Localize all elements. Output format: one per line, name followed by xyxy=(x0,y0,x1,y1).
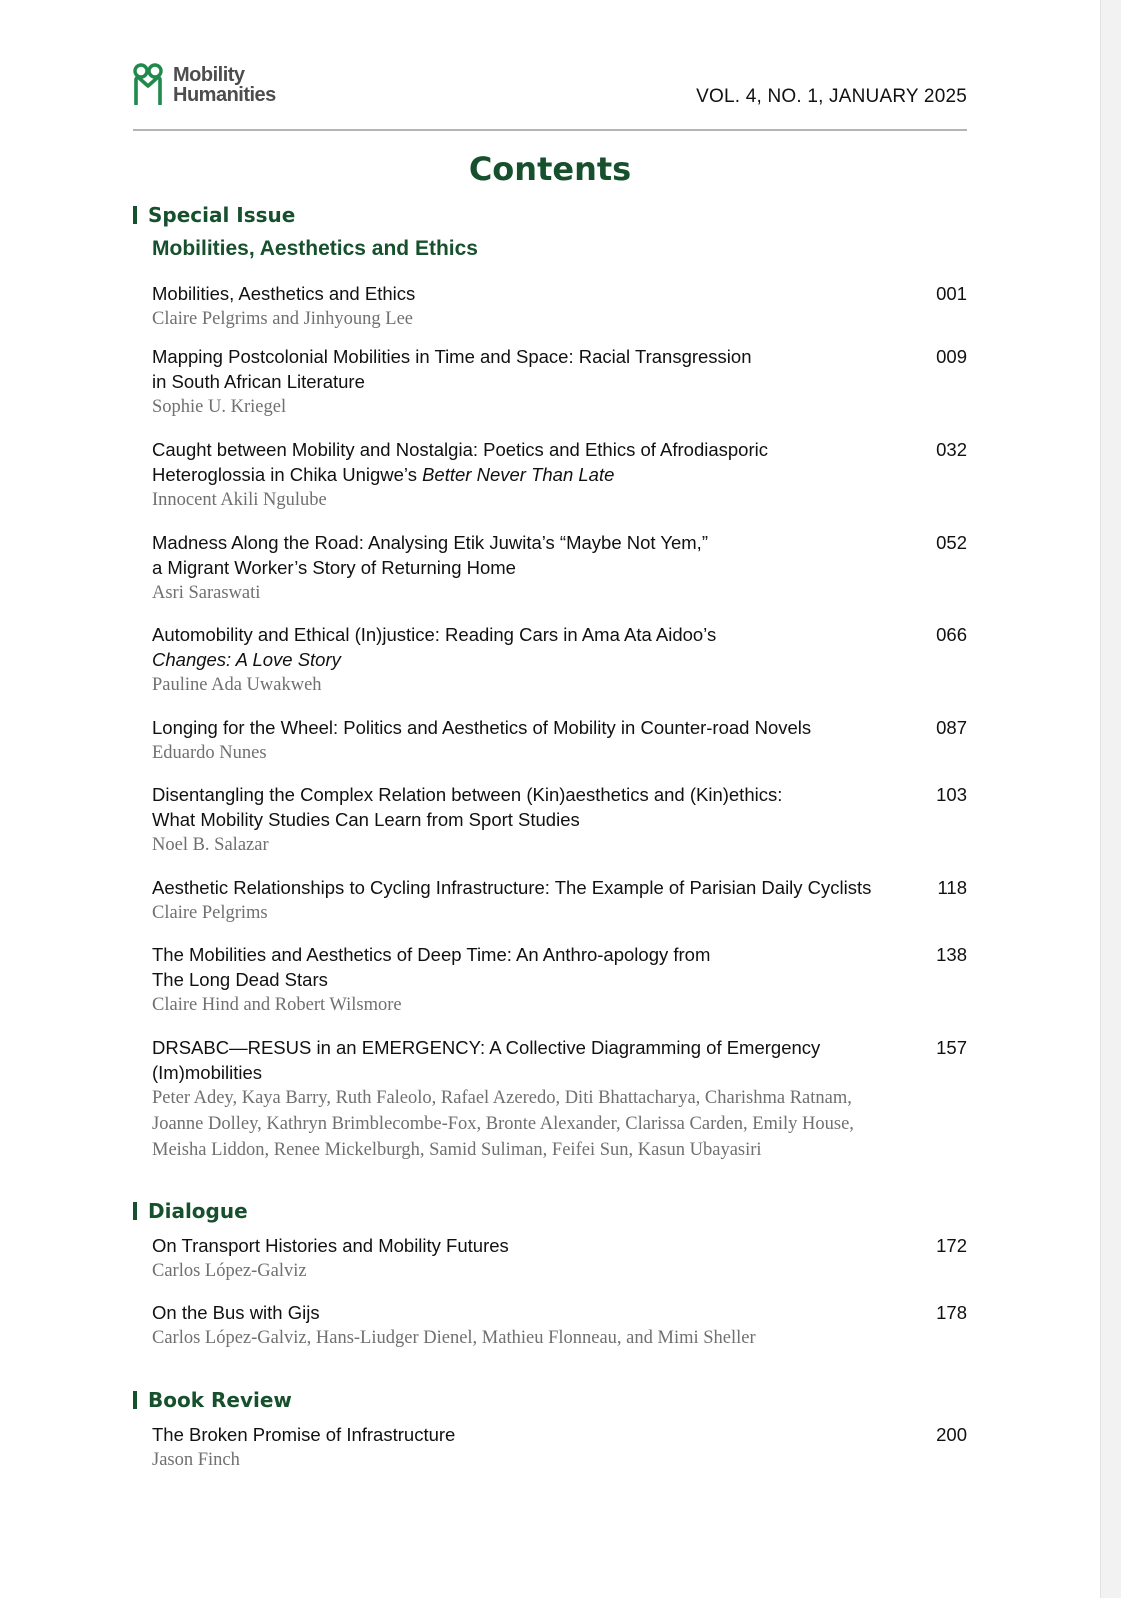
toc-entry[interactable] xyxy=(152,622,967,698)
entry-page-number: 118 xyxy=(937,877,967,898)
entry-title-line: (Im)mobilities xyxy=(152,1062,262,1083)
entry-title-line: Disentangling the Complex Relation between (Kin)aesthetics and (Kin)ethics: xyxy=(152,784,783,805)
journal-name-line1: Mobility xyxy=(173,64,245,86)
entry-title-line: DRSABC—RESUS in an EMERGENCY: A Collective Diagramming of Emergency xyxy=(152,1037,821,1058)
entry-authors: Jason Finch xyxy=(152,1450,240,1470)
entry-title-line: in South African Literature xyxy=(152,371,365,392)
entry-title-text: Heteroglossia in Chika Unigwe’s xyxy=(152,464,423,485)
entry-authors: Carlos López-Galviz, Hans-Liudger Dienel, Mathieu Flonneau, and Mimi Sheller xyxy=(152,1328,756,1348)
entry-authors: Pauline Ada Uwakweh xyxy=(152,675,322,695)
entry-title[interactable] xyxy=(152,437,922,487)
entry-title[interactable] xyxy=(152,344,922,394)
page-edge xyxy=(1100,0,1121,1598)
entry-authors-line: Meisha Liddon, Renee Mickelburgh, Samid Suliman, Feifei Sun, Kasun Ubayasiri xyxy=(152,1140,762,1160)
journal-name-line2: Humanities xyxy=(173,84,276,106)
entry-title-line xyxy=(152,462,922,487)
entry-title[interactable] xyxy=(152,942,922,992)
entry-authors: Carlos López-Galviz xyxy=(152,1261,307,1281)
entry-title-line: Mapping Postcolonial Mobilities in Time and Space: Racial Transgression xyxy=(152,346,752,367)
entry-authors: Eduardo Nunes xyxy=(152,743,267,763)
entry-title-line: Automobility and Ethical (In)justice: Reading Cars in Ama Ata Aidoo’s xyxy=(152,624,717,645)
entry-title-line: The Long Dead Stars xyxy=(152,969,328,990)
entry-title-line: a Migrant Worker’s Story of Returning Home xyxy=(152,557,516,578)
section-marker xyxy=(133,1202,137,1220)
entry-title[interactable]: The Broken Promise of Infrastructure xyxy=(152,1424,456,1445)
entry-page-number: 066 xyxy=(936,624,967,645)
entry-page-number: 178 xyxy=(936,1302,967,1323)
entry-page-number: 087 xyxy=(936,717,967,738)
entry-authors-line: Joanne Dolley, Kathryn Brimblecombe-Fox, Bronte Alexander, Clarissa Carden, Emily House, xyxy=(152,1114,854,1134)
toc-entry[interactable] xyxy=(152,530,967,606)
section-dialogue xyxy=(133,1199,248,1223)
toc-entry[interactable] xyxy=(152,281,967,332)
entry-authors: Claire Pelgrims and Jinhyoung Lee xyxy=(152,309,414,329)
toc-entry[interactable] xyxy=(152,1300,967,1351)
section-label: Dialogue xyxy=(148,1199,248,1223)
entry-title[interactable] xyxy=(152,1035,922,1085)
special-issue-theme: Mobilities, Aesthetics and Ethics xyxy=(152,237,478,260)
entry-authors: Sophie U. Kriegel xyxy=(152,397,287,417)
toc-entry[interactable] xyxy=(152,437,967,513)
entry-title[interactable]: Mobilities, Aesthetics and Ethics xyxy=(152,283,416,304)
entry-title[interactable]: On the Bus with Gijs xyxy=(152,1302,320,1323)
entry-title-italic: Changes: A Love Story xyxy=(152,649,341,670)
toc-entry[interactable] xyxy=(152,1035,967,1163)
header-divider xyxy=(133,129,967,131)
entry-authors xyxy=(152,1085,967,1163)
entry-authors-line: Peter Adey, Kaya Barry, Ruth Faleolo, Rafael Azeredo, Diti Bhattacharya, Charishma Ratnam, xyxy=(152,1088,852,1108)
entry-page-number: 001 xyxy=(936,283,967,304)
section-label: Special Issue xyxy=(148,203,296,227)
entry-authors: Asri Saraswati xyxy=(152,583,261,603)
page-title: Contents xyxy=(468,150,632,188)
entry-title-line: The Mobilities and Aesthetics of Deep Time: An Anthro-apology from xyxy=(152,944,711,965)
entry-title-line: What Mobility Studies Can Learn from Sport Studies xyxy=(152,809,580,830)
entry-authors: Innocent Akili Ngulube xyxy=(152,490,327,510)
toc-entry[interactable] xyxy=(152,1233,967,1284)
toc-entry[interactable] xyxy=(152,782,967,858)
journal-logo xyxy=(133,62,276,108)
toc-entry[interactable] xyxy=(152,942,967,1018)
entry-authors: Noel B. Salazar xyxy=(152,835,269,855)
mobility-humanities-logo-icon xyxy=(133,63,165,107)
entry-page-number: 157 xyxy=(936,1037,967,1058)
entry-title[interactable] xyxy=(152,622,922,672)
entry-authors: Claire Pelgrims xyxy=(152,903,268,923)
entry-page-number: 200 xyxy=(936,1424,967,1445)
entry-page-number: 052 xyxy=(936,532,967,553)
entry-title[interactable]: Aesthetic Relationships to Cycling Infrastructure: The Example of Parisian Daily Cyclists xyxy=(152,877,872,898)
toc-entry[interactable] xyxy=(152,344,967,420)
entry-title-line: Madness Along the Road: Analysing Etik Juwita’s “Maybe Not Yem,” xyxy=(152,532,708,553)
toc-entry[interactable] xyxy=(152,715,967,766)
section-marker xyxy=(133,1391,137,1409)
issue-info: VOL. 4, NO. 1, JANUARY 2025 xyxy=(696,86,967,107)
journal-name xyxy=(173,65,276,105)
entry-page-number: 172 xyxy=(936,1235,967,1256)
journal-header xyxy=(133,62,967,128)
section-marker xyxy=(133,206,137,224)
section-label: Book Review xyxy=(148,1388,292,1412)
section-book-review xyxy=(133,1388,292,1412)
entry-authors: Claire Hind and Robert Wilsmore xyxy=(152,995,402,1015)
entry-title-italic: Better Never Than Late xyxy=(422,464,615,485)
entry-title[interactable] xyxy=(152,530,922,580)
toc-entry[interactable] xyxy=(152,875,967,926)
entry-title[interactable] xyxy=(152,782,922,832)
entry-page-number: 009 xyxy=(936,346,967,367)
entry-title-line: Caught between Mobility and Nostalgia: Poetics and Ethics of Afrodiasporic xyxy=(152,439,768,460)
entry-title[interactable]: Longing for the Wheel: Politics and Aesthetics of Mobility in Counter-road Novels xyxy=(152,717,812,738)
entry-title[interactable]: On Transport Histories and Mobility Futures xyxy=(152,1235,509,1256)
section-special-issue xyxy=(133,203,295,227)
entry-page-number: 032 xyxy=(936,439,967,460)
entry-page-number: 103 xyxy=(936,784,967,805)
toc-entry[interactable] xyxy=(152,1422,967,1473)
entry-page-number: 138 xyxy=(936,944,967,965)
